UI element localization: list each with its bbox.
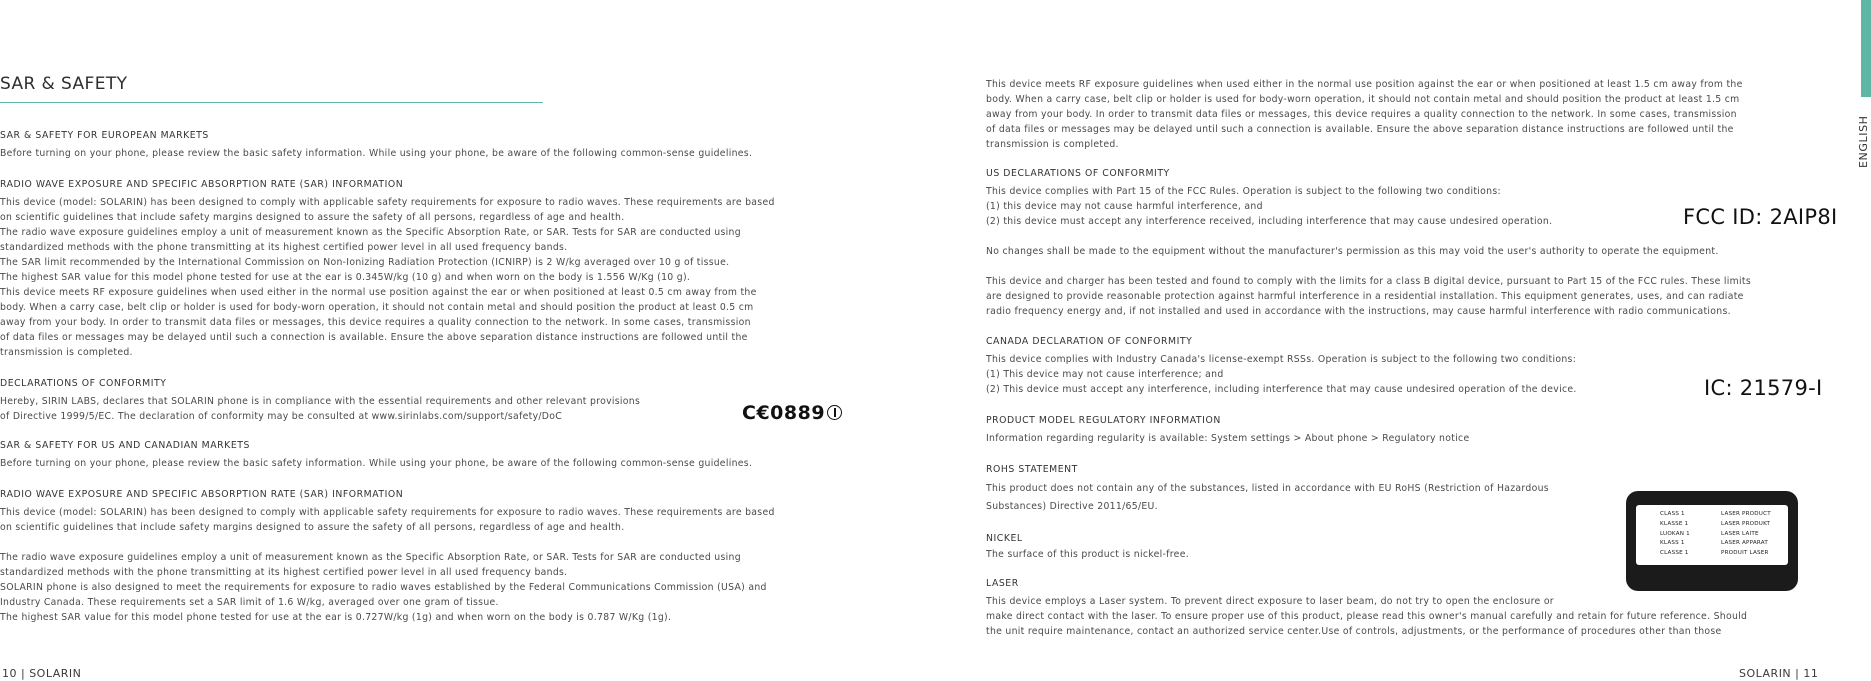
eu-heading: SAR & SAFETY FOR EUROPEAN MARKETS: [0, 130, 209, 141]
rf-section: [986, 77, 1831, 152]
us-intro: Before turning on your phone, please review the basic safety information. While using your phone, be aware of the following common-sense guidelines.: [0, 458, 753, 469]
right-footer: SOLARIN | 11: [1739, 667, 1819, 680]
us-doc-section: [986, 168, 1831, 319]
us-sar-heading: RADIO WAVE EXPOSURE AND SPECIFIC ABSORPTION RATE (SAR) INFORMATION: [0, 489, 404, 500]
eu-intro: Before turning on your phone, please review the basic safety information. While using your phone, be aware of the following common-sense guidelines.: [0, 148, 753, 159]
language-tab-label: ENGLISH: [1857, 115, 1870, 168]
doc-section: [0, 378, 700, 424]
us-sar-text-1: This device (model: SOLARIN) has been designed to comply with applicable safety requirements for exposure to radio waves. These requirements are based on scientific guidelines that include safety margins designed to assure the safety of all persons, regardless of age and health.: [0, 507, 775, 533]
ce-mark-number: C€0889: [742, 402, 826, 424]
model-heading: PRODUCT MODEL REGULATORY INFORMATION: [986, 415, 1221, 426]
eu-sar-heading: RADIO WAVE EXPOSURE AND SPECIFIC ABSORPTION RATE (SAR) INFORMATION: [0, 179, 404, 190]
laser-class-line: KLASS 1: [1660, 540, 1685, 547]
rf-text: This device meets RF exposure guidelines when used either in the normal use position against the ear or when positioned at least 1.5 cm away from the body. When a carry case, belt clip or holder is used for body-worn operation, it should not contain metal and should position the product at least 1.5 cm away from your body. In order to transmit data files or messages, this device requires a quality connection to the network. In some cases, transmission of data files or messages may be delayed until such a connection is available. Ensure the above separation distance instructions are followed until the transmission is completed.: [986, 79, 1743, 150]
laser-class-line: KLASSE 1: [1660, 520, 1689, 527]
rohs-section: [986, 464, 1606, 516]
eu-section: [0, 130, 845, 161]
laser-product-line: LASER PRODUKT: [1721, 520, 1771, 527]
laser-class-line: CLASS 1: [1660, 511, 1685, 517]
left-footer: 10 | SOLARIN: [2, 667, 82, 680]
model-section: [986, 415, 1686, 446]
laser-product-line: LASER PRODUCT: [1721, 511, 1771, 517]
canada-text: This device complies with Industry Canada's license-exempt RSSs. Operation is subject to the following two conditions: (1) This device may not cause interference; and (2) This device must accept any interference, including interference that may cause undesired operation of the device.: [986, 354, 1577, 395]
us-sar-section: [0, 489, 845, 625]
doc-heading: DECLARATIONS OF CONFORMITY: [0, 378, 167, 389]
doc-text: Hereby, SIRIN LABS, declares that SOLARIN phone is in compliance with the essential requirements and other relevant provisions of Directive 1999/5/EC. The declaration of conformity may be consulted at www.sirinlabs.com/support/safety/DoC: [0, 396, 641, 422]
model-text: Information regarding regularity is available: System settings > About phone > Regulatory notice: [986, 433, 1470, 444]
laser-label-panel: [1636, 505, 1788, 565]
nickel-heading: NICKEL: [986, 533, 1023, 544]
page-title: SAR & SAFETY: [0, 74, 543, 103]
language-tab-marker: [1861, 0, 1871, 97]
laser-class-label: [1626, 491, 1798, 591]
eu-sar-text: This device (model: SOLARIN) has been designed to comply with applicable safety requirements for exposure to radio waves. These requirements are based on scientific guidelines that include safety margins designed to assure the safety of all persons, regardless of age and health. The radio wave exposure guidelines employ a unit of measurement known as the Specific Absorption Rate, or SAR. Tests for SAR are conducted using standardized methods with the phone transmitting at its highest certified power level in all used frequency bands. The SAR limit recommended by the International Commission on Non-Ionizing Radiation Protection (ICNIRP) is 2 W/kg averaged over 10 g of tissue. The highest SAR value for this model phone tested for use at the ear is 0.345W/kg (10 g) and when worn on the body is 1.556 W/Kg (10 g). This device meets RF exposure guidelines when used either in the normal use position against the ear or when positioned at least 0.5 cm away from the body. When a carry case, belt clip or holder is used for body-worn operation, it should not contain metal and should position the product at least 0.5 cm away from your body. In order to transmit data files or messages, this device requires a quality connection to the network. In some cases, transmission of data files or messages may be delayed until such a connection is available. Ensure the above separation distance instructions are followed until the transmission is completed.: [0, 197, 775, 358]
rohs-text: This product does not contain any of the substances, listed in accordance with EU RoHS (Restriction of Hazardous Substances) Directive 2011/65/EU.: [986, 483, 1549, 512]
laser-class-line: CLASSE 1: [1660, 550, 1689, 557]
ic-id-label: IC: 21579-I: [1704, 376, 1823, 400]
alert-circle-icon: [827, 405, 842, 420]
ce-mark-icon: [742, 402, 842, 424]
canada-heading: CANADA DECLARATION OF CONFORMITY: [986, 336, 1193, 347]
canada-section: [986, 336, 1686, 397]
laser-heading: LASER: [986, 578, 1019, 589]
fcc-changes-text: No changes shall be made to the equipment without the manufacturer's permission as this may void the user's authority to operate the equipment.: [986, 246, 1719, 257]
laser-product-line: PRODUIT LASER: [1721, 550, 1769, 557]
us-section: [0, 440, 845, 471]
us-heading: SAR & SAFETY FOR US AND CANADIAN MARKETS: [0, 440, 250, 451]
laser-label-classes: [1660, 510, 1690, 559]
us-sar-text-2: The radio wave exposure guidelines employ a unit of measurement known as the Specific Absorption Rate, or SAR. Tests for SAR are conducted using standardized methods with the phone transmitting at its highest certified power level in all used frequency bands. SOLARIN phone is also designed to meet the requirements for exposure to radio waves established by the Federal Communications Commission (USA) and Industry Canada. These requirements set a SAR limit of 1.6 W/kg, averaged over one gram of tissue. The highest SAR value for this model phone tested for use at the ear is 0.727W/kg (1g) and when worn on the body is 0.787 W/Kg (1g).: [0, 552, 767, 623]
eu-sar-section: [0, 179, 845, 360]
rohs-heading: ROHS STATEMENT: [986, 464, 1078, 475]
laser-text: This device employs a Laser system. To prevent direct exposure to laser beam, do not try to open the enclosure or make direct contact with the laser. To ensure proper use of this product, please read this owner's manual carefully and retain for future reference. Should the unit require maintenance, contact an authorized service center.Use of controls, adjustments, or the performance of procedures other than those: [986, 596, 1748, 637]
fcc-class-b-text: This device and charger has been tested and found to comply with the limits for a class B digital device, pursuant to Part 15 of the FCC rules. These limits are designed to provide reasonable protection against harmful interference in a residential installation. This equipment generates, uses, and can radiate radio frequency energy and, if not installed and used in accordance with the instructions, may cause harmful interference with radio communications.: [986, 276, 1751, 317]
nickel-text: The surface of this product is nickel-free.: [986, 549, 1189, 560]
fcc-id-label: FCC ID: 2AIP8I: [1683, 205, 1838, 229]
left-page: [0, 0, 860, 681]
us-doc-text: This device complies with Part 15 of the FCC Rules. Operation is subject to the following two conditions: (1) this device may not cause harmful interference, and (2) this device must accept any interference received, including interference that may cause undesired operation.: [986, 186, 1553, 227]
right-page: [986, 0, 1871, 681]
us-doc-heading: US DECLARATIONS OF CONFORMITY: [986, 168, 1170, 179]
nickel-section: [986, 533, 1606, 562]
laser-product-line: LASER LAITE: [1721, 530, 1759, 537]
laser-product-line: LASER APPARAT: [1721, 540, 1768, 547]
laser-label-products: [1721, 510, 1771, 559]
laser-class-line: LUOKAN 1: [1660, 530, 1690, 537]
